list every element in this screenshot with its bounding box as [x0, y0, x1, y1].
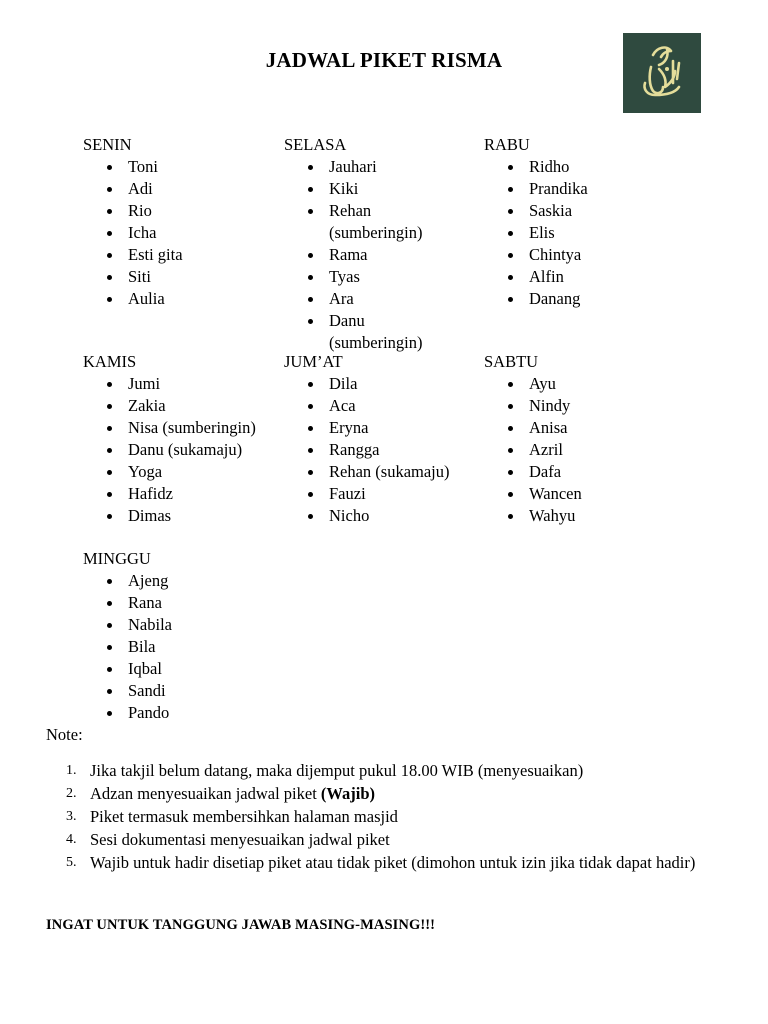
day-column-senin: [83, 134, 283, 310]
list-item: Chintya: [484, 244, 684, 266]
member-list: [83, 570, 283, 724]
list-item: Sandi: [83, 680, 283, 702]
list-item: Rama: [284, 244, 454, 266]
list-item: Adi: [83, 178, 283, 200]
list-item: Elis: [484, 222, 684, 244]
member-list: [284, 373, 484, 527]
day-column-sabtu: [484, 351, 684, 527]
day-name: JUM’AT: [284, 352, 343, 371]
note-number: 4.: [66, 832, 77, 847]
list-item: Aulia: [83, 288, 283, 310]
day-column-kamis: [83, 351, 283, 527]
day-column-jumat: [284, 351, 484, 527]
calligraphy-logo-icon: [623, 33, 701, 113]
note-item: [50, 760, 720, 782]
list-item: Eryna: [284, 417, 484, 439]
note-text: Sesi dokumentasi menyesuaikan jadwal piket: [90, 830, 390, 849]
list-item: Saskia: [484, 200, 684, 222]
day-column-selasa: [284, 134, 454, 354]
note-number: 1.: [66, 763, 77, 778]
list-item: Pando: [83, 702, 283, 724]
note-item: [50, 829, 720, 851]
note-label: Note:: [46, 725, 83, 744]
note-number: 3.: [66, 809, 77, 824]
day-name: KAMIS: [83, 352, 137, 371]
list-item: Bila: [83, 636, 283, 658]
list-item: Zakia: [83, 395, 283, 417]
list-item: Danu (sukamaju): [83, 439, 283, 461]
day-name: SABTU: [484, 352, 539, 371]
day-name: MINGGU: [83, 549, 151, 568]
list-item: Esti gita: [83, 244, 283, 266]
list-item: Jauhari: [284, 156, 454, 178]
list-item: Kiki: [284, 178, 454, 200]
day-column-minggu: [83, 548, 283, 724]
day-name: SELASA: [284, 135, 347, 154]
note-item: [50, 783, 720, 805]
list-item: Siti: [83, 266, 283, 288]
list-item: Dila: [284, 373, 484, 395]
note-text: Piket termasuk membersihkan halaman masjid: [90, 807, 398, 826]
list-item: Iqbal: [83, 658, 283, 680]
list-item: Rehan (sumberingin): [284, 200, 454, 244]
list-item: Icha: [83, 222, 283, 244]
list-item: Hafidz: [83, 483, 283, 505]
member-list: [83, 156, 283, 310]
list-item: Rana: [83, 592, 283, 614]
list-item: Nindy: [484, 395, 684, 417]
list-item: Ajeng: [83, 570, 283, 592]
list-item: Rio: [83, 200, 283, 222]
list-item: Wahyu: [484, 505, 684, 527]
list-item: Aca: [284, 395, 484, 417]
page-title: JADWAL PIKET RISMA: [265, 48, 503, 72]
list-item: Fauzi: [284, 483, 484, 505]
list-item: Ara: [284, 288, 454, 310]
note-text: Wajib untuk hadir disetiap piket atau tidak piket (dimohon untuk izin jika tidak dapat hadir): [90, 853, 696, 872]
list-item: Dafa: [484, 461, 684, 483]
list-item: Nisa (sumberingin): [83, 417, 283, 439]
member-list: [484, 156, 684, 310]
note-number: 5.: [66, 855, 77, 870]
list-item: Tyas: [284, 266, 454, 288]
list-item: Toni: [83, 156, 283, 178]
note-number: 2.: [66, 786, 77, 801]
warning-text: INGAT UNTUK TANGGUNG JAWAB MASING-MASING!!!: [46, 917, 436, 933]
member-list: [484, 373, 684, 527]
list-item: Nabila: [83, 614, 283, 636]
list-item: Yoga: [83, 461, 283, 483]
note-text: Adzan menyesuaikan jadwal piket: [90, 784, 321, 803]
notes-list: [50, 760, 720, 875]
list-item: Anisa: [484, 417, 684, 439]
day-column-rabu: [484, 134, 684, 310]
list-item: Ridho: [484, 156, 684, 178]
list-item: Rehan (sukamaju): [284, 461, 484, 483]
list-item: Rangga: [284, 439, 484, 461]
list-item: Azril: [484, 439, 684, 461]
list-item: Wancen: [484, 483, 684, 505]
note-item: [50, 806, 720, 828]
member-list: [83, 373, 283, 527]
list-item: Ayu: [484, 373, 684, 395]
list-item: Jumi: [83, 373, 283, 395]
note-text: Jika takjil belum datang, maka dijemput pukul 18.00 WIB (menyesuaikan): [90, 761, 584, 780]
list-item: Prandika: [484, 178, 684, 200]
list-item: Alfin: [484, 266, 684, 288]
list-item: Danu (sumberingin): [284, 310, 454, 354]
list-item: Danang: [484, 288, 684, 310]
member-list: [284, 156, 454, 354]
note-emphasis: (Wajib): [320, 784, 376, 803]
list-item: Nicho: [284, 505, 484, 527]
day-name: SENIN: [83, 135, 132, 154]
day-name: RABU: [484, 135, 530, 154]
note-item: [50, 852, 720, 874]
list-item: Dimas: [83, 505, 283, 527]
